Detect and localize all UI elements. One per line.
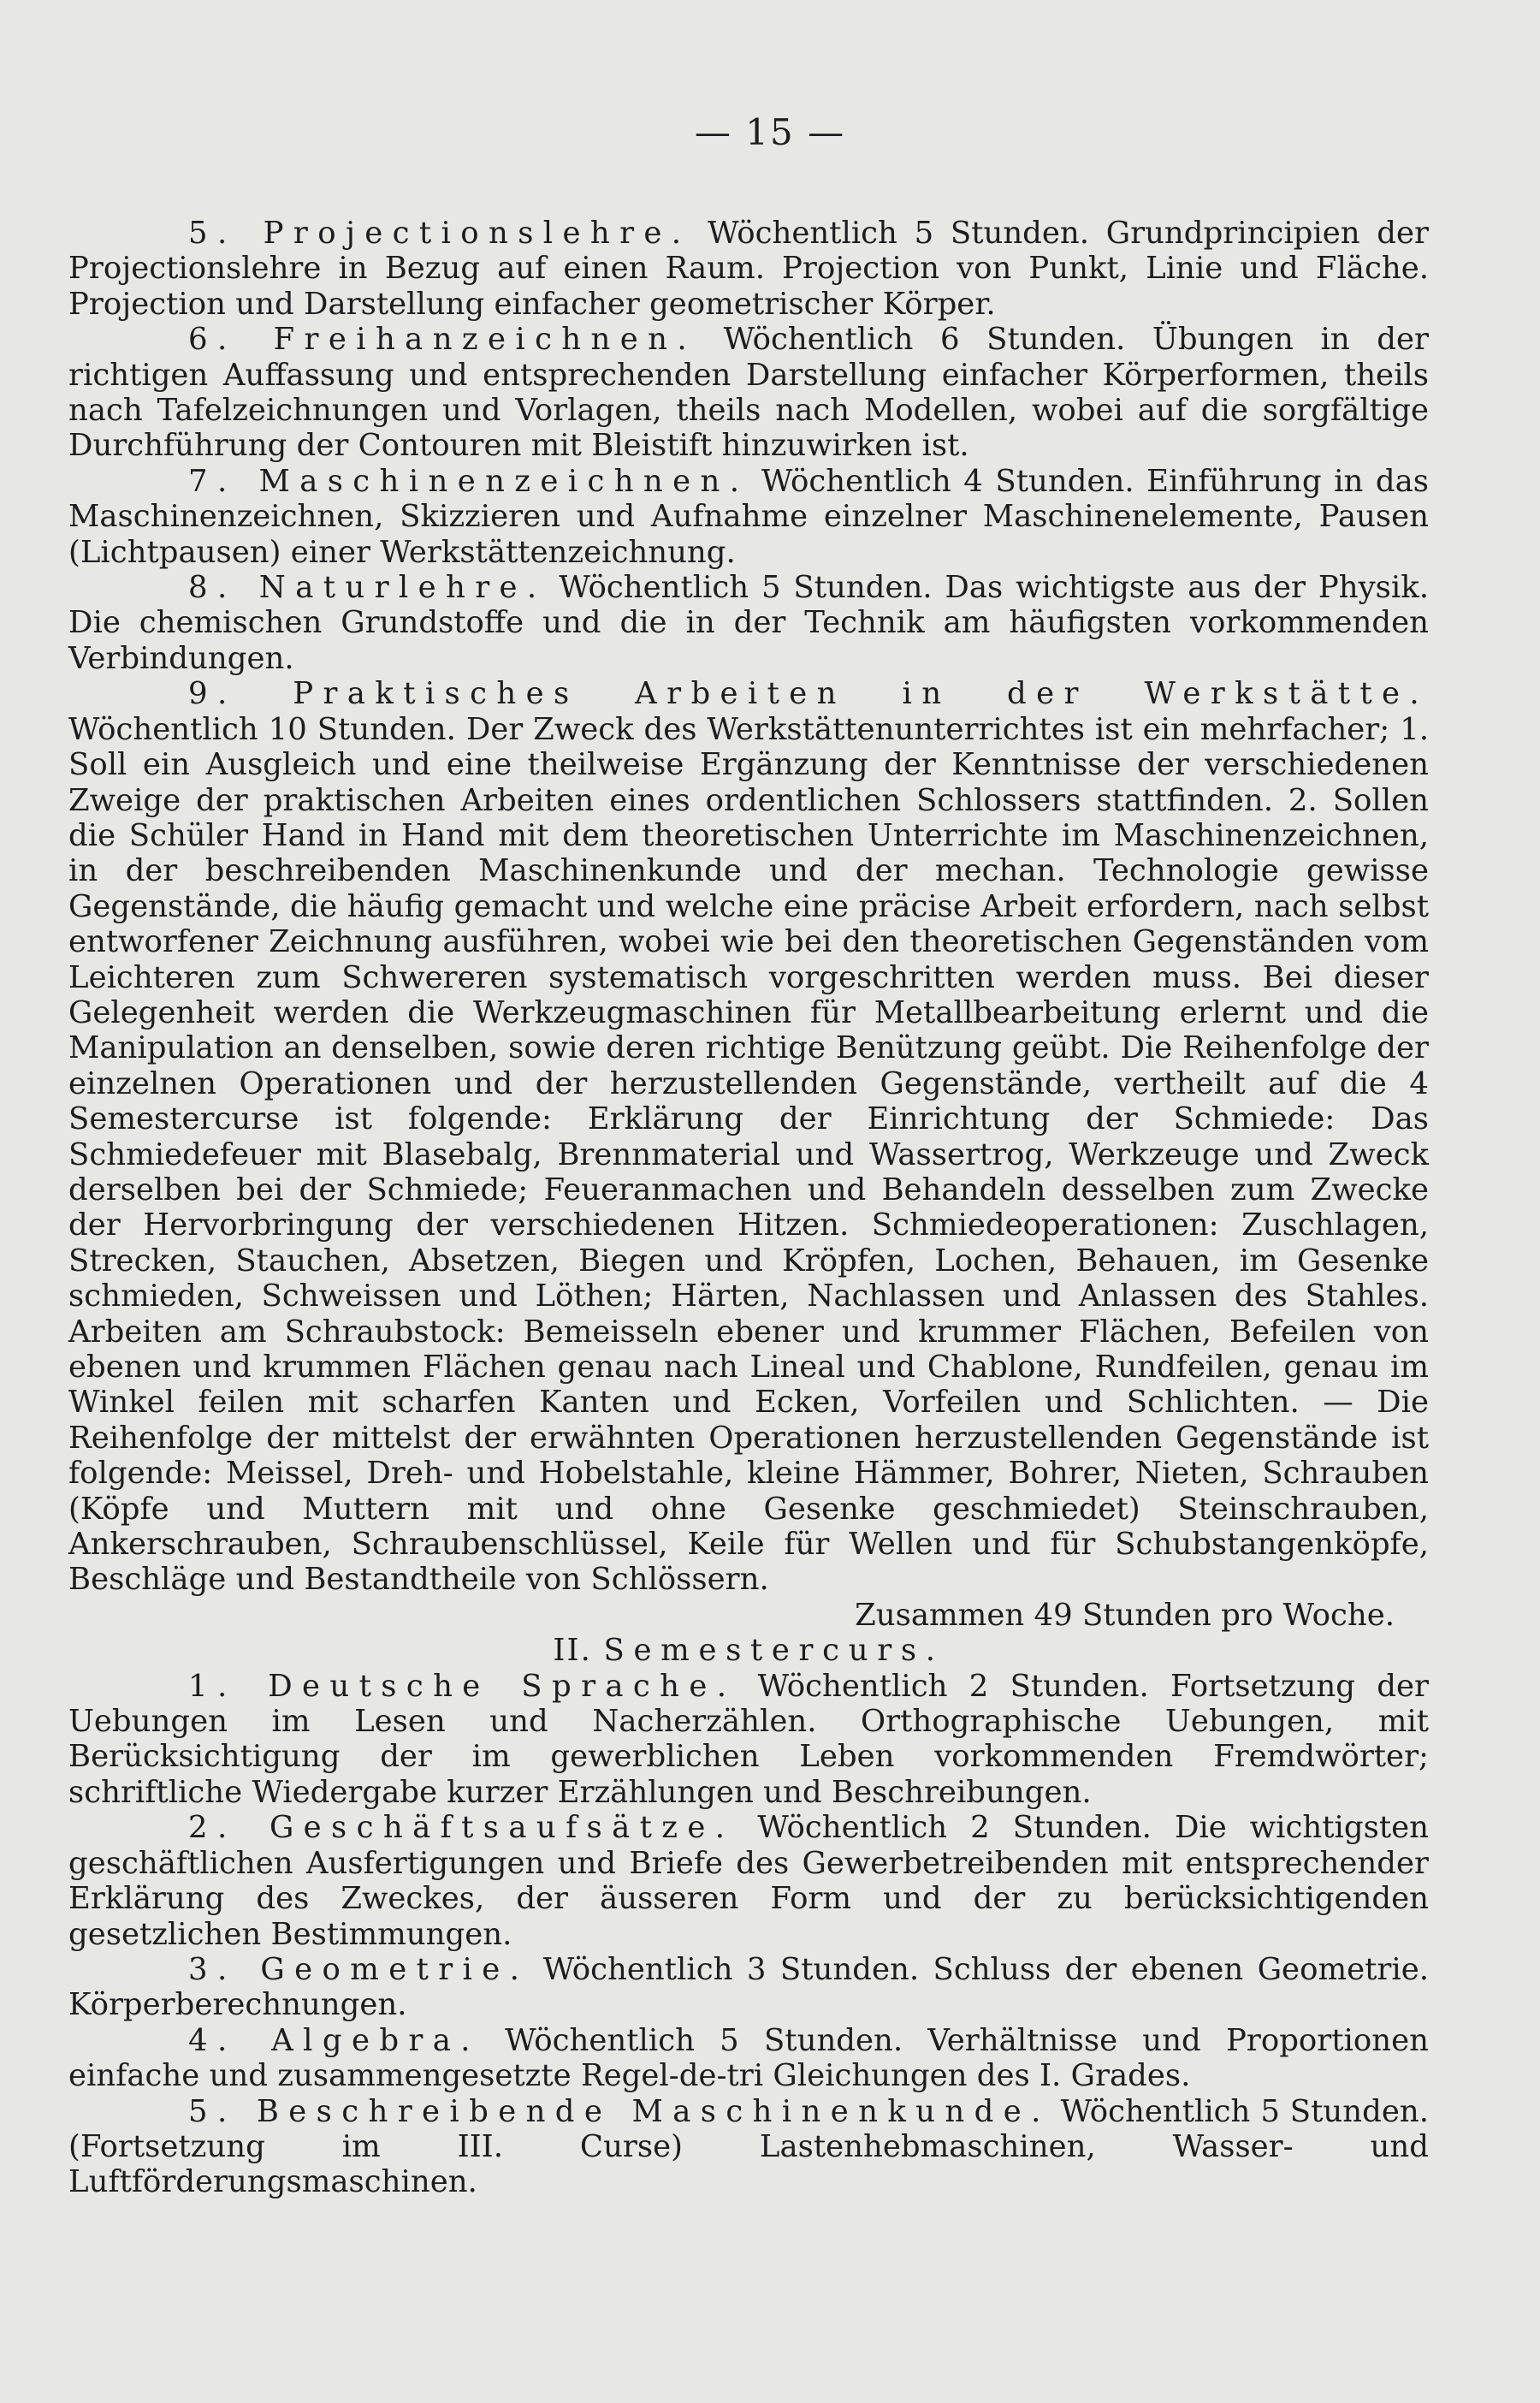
subject-heading: 9. Praktisches Arbeiten in der Werkstätte.: [188, 676, 1429, 712]
paragraph-naturlehre: [68, 570, 1429, 676]
section-word: Semestercurs.: [603, 1633, 945, 1669]
paragraph-freihandzeichnen: [68, 322, 1429, 464]
paragraph-geometrie: [68, 1952, 1429, 2023]
subject-text: Wöchentlich 5 Stunden. Das wichtigste aus der Physik. Die chemischen Grundstoffe und die in der Technik am häufigsten vorkommenden Verbindungen.: [68, 570, 1430, 676]
subject-heading: 5. Projectionslehre.: [188, 216, 691, 251]
subject-text: Wöchentlich 10 Stunden. Der Zweck des Werkstättenunterrichtes ist ein mehrfacher; 1. Soll ein Ausgleich und eine theilweise Ergänzung der Kenntnisse der verschiedenen Zweige der praktischen Arbeiten eines ordentlichen Schlossers stattfinden. 2. Sollen die Schüler Hand in Hand mit dem theoretischen Unterrichte im Maschinenzeichnen, in der beschreibenden Maschinenkunde und der mechan. Technologie gewisse Gegenstände, die häufig gemacht und welche eine präcise Arbeit erfordern, nach selbst entworfener Zeichnung ausführen, wobei wie bei den theoretischen Gegenständen vom Leichteren zum Schwereren systematisch vorgeschritten werden muss. Bei dieser Gelegenheit werden die Werkzeugmaschinen für Metallbearbeitung erlernt und die Manipulation an denselben, sowie deren richtige Benützung geübt. Die Reihenfolge der einzelnen Operationen und der herzustellenden Gegenstände, vertheilt auf die 4 Semestercurse ist folgende: Erklärung der Einrichtung der Schmiede: Das Schmiedefeuer mit Blasebalg, Brennmaterial und Wassertrog, Werkzeuge und Zweck derselben bei der Schmiede; Feueranmachen und Behandeln desselben zum Zwecke der Hervorbringung der verschiedenen Hitzen. Schmiedeoperationen: Zuschlagen, Strecken, Stauchen, Absetzen, Biegen und Kröpfen, Lochen, Behauen, im Gesenke schmieden, Schweissen und Löthen; Härten, Nachlassen und Anlassen des Stahles. Arbeiten am Schraubstock: Bemeisseln ebener und krummer Flächen, Befeilen von ebenen und krummen Flächen genau nach Lineal und Chablone, Rundfeilen, genau im Winkel feilen mit scharfen Kanten und Ecken, Vorfeilen und Schlichten. — Die Reihenfolge der mittelst der erwähnten Operationen herzustellenden Gegenstände ist folgende: Meissel, Dreh- und Hobelstahle, kleine Hämmer, Bohrer, Nieten, Schrauben (Köpfe und Muttern mit und ohne Gesenke geschmiedet) Steinschrauben, Ankerschrauben, Schraubenschlüssel, Keile für Wellen und für Schubstangenköpfe, Beschläge und Bestandtheile von Schlössern.: [68, 711, 1429, 1598]
subject-heading: 8. Naturlehre.: [188, 570, 547, 606]
subject-heading: 7. Maschinenzeichnen.: [188, 463, 749, 499]
paragraph-werkstaette: [68, 676, 1429, 1598]
subject-text: Wöchentlich 4 Stunden. Einführung in das Maschinenzeichnen, Skizzieren und Aufnahme einzelner Maschinenelemente, Pausen (Lichtpausen) einer Werkstättenzeichnung.: [68, 463, 1429, 570]
paragraph-projectionslehre: [68, 216, 1429, 322]
subject-heading: 4. Algebra.: [188, 2022, 480, 2058]
subject-text: Wöchentlich 5 Stunden. (Fortsetzung im III. Curse) Lastenhebmaschinen, Wasser- und Luftförderungsmaschinen.: [68, 2093, 1429, 2200]
paragraph-deutsche-sprache: [68, 1669, 1429, 1811]
subject-text: Wöchentlich 5 Stunden. Verhältnisse und Proportionen einfache und zusammengesetzte Regel-de-tri Gleichungen des I. Grades.: [68, 2022, 1430, 2094]
paragraph-maschinenzeichnen: [68, 464, 1429, 570]
section-title: [68, 1633, 1429, 1668]
subject-heading: 3. Geometrie.: [188, 1951, 530, 1987]
subject-text: Wöchentlich 2 Stunden. Fortsetzung der Uebungen im Lesen und Nacherzählen. Orthographische Uebungen, mit Berücksichtigung der im gewerblichen Leben vorkommenden Fremdwörter; schriftliche Wiedergabe kurzer Erzählungen und Beschreibungen.: [68, 1668, 1429, 1810]
subject-heading: 5. Beschreibende Maschinenkunde.: [188, 2093, 1051, 2129]
paragraph-algebra: [68, 2023, 1429, 2094]
page-number: — 15 —: [694, 111, 846, 153]
subject-heading: 6. Freihanzeichnen.: [188, 322, 696, 358]
subject-text: Wöchentlich 3 Stunden. Schluss der ebenen Geometrie. Körperberechnungen.: [68, 1951, 1429, 2023]
subject-text: Wöchentlich 2 Stunden. Die wichtigsten geschäftlichen Ausfertigungen und Briefe des Gewerbetreibenden mit entsprechender Erklärung des Zweckes, der äusseren Form und der zu berücksichtigenden gesetzlichen Bestimmungen.: [68, 1810, 1429, 1952]
paragraph-maschinenkunde: [68, 2094, 1429, 2200]
weekly-hours-summary: Zusammen 49 Stunden pro Woche.: [855, 1597, 1395, 1633]
paragraph-geschaeftsaufsaetze: [68, 1810, 1429, 1952]
subject-heading: 1. Deutsche Sprache.: [188, 1668, 737, 1704]
section-numeral: II.: [553, 1633, 593, 1669]
subject-heading: 2. Geschäftsaufsätze.: [188, 1810, 735, 1846]
body-text: [68, 216, 1429, 2200]
subject-text: Wöchentlich 6 Stunden. Übungen in der richtigen Auffassung und entsprechenden Darstellung einfacher Körperformen, theils nach Tafelzeichnungen und Vorlagen, theils nach Modellen, wobei auf die sorgfältige Durchführung der Contouren mit Bleistift hinzuwirken ist.: [68, 322, 1429, 464]
subject-text: Wöchentlich 5 Stunden. Grundprincipien der Projectionslehre in Bezug auf einen Raum. Projection von Punkt, Linie und Fläche. Projection und Darstellung einfacher geometrischer Körper.: [68, 216, 1430, 322]
